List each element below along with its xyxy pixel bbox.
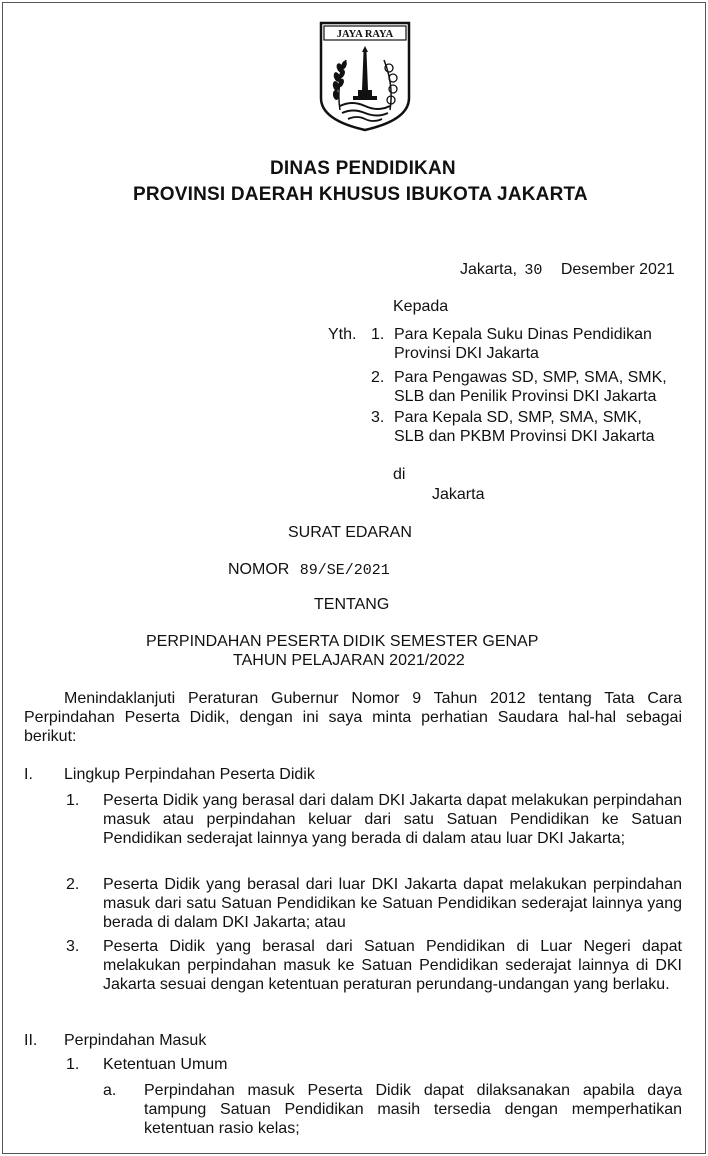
date-line — [460, 260, 675, 280]
recipient-1-num: 1. — [371, 326, 385, 343]
recipient-1-line1: Para Kepala Suku Dinas Pendidikan — [394, 326, 652, 343]
date-day: 30 — [524, 262, 543, 279]
place-label: Jakarta — [432, 486, 485, 503]
logo-text: JAYA RAYA — [336, 29, 394, 40]
recipient-3-num: 3. — [371, 409, 385, 426]
section-1-item-2-text: Peserta Didik yang berasal dari luar DKI Jakarta dapat melakukan perpindahan masuk dari satu Satuan Pendidikan ke Satuan Pendidikan sederajat lainnya yang berada di dalam DKI Jakarta; atau — [103, 876, 682, 931]
section-2-title: Perpindahan Masuk — [64, 1032, 207, 1049]
section-1-item-1-num: 1. — [66, 792, 80, 809]
subject-line1: PERPINDAHAN PESERTA DIDIK SEMESTER GENAP — [146, 633, 539, 650]
section-2-sub-num: 1. — [66, 1056, 80, 1073]
section-2-sub-title: Ketentuan Umum — [103, 1056, 228, 1073]
recipient-2-line1: Para Pengawas SD, SMP, SMA, SMK, — [394, 369, 667, 386]
nomor-line — [228, 560, 390, 580]
section-1-item-2-num: 2. — [66, 876, 80, 893]
intro-paragraph: Menindaklanjuti Peraturan Gubernur Nomor 9 Tahun 2012 tentang Tata Cara Perpindahan Peserta Didik, dengan ini saya minta perhatian Saudara hal-hal sebagai berikut: — [24, 690, 682, 745]
recipient-3-line2: SLB dan PKBM Provinsi DKI Jakarta — [394, 428, 655, 445]
section-2-num: II. — [24, 1032, 38, 1049]
di-label: di — [393, 466, 406, 483]
header-line2: PROVINSI DAERAH KHUSUS IBUKOTA JAKARTA — [133, 184, 588, 205]
date-city: Jakarta, — [460, 261, 517, 278]
section-2-sub-item-a-num: a. — [103, 1082, 117, 1099]
date-month-year: Desember 2021 — [560, 261, 675, 278]
letter-type: SURAT EDARAN — [288, 524, 412, 541]
recipient-2-line2: SLB dan Penilik Provinsi DKI Jakarta — [394, 388, 657, 405]
section-2-sub-item-a-text: Perpindahan masuk Peserta Didik dapat dilaksanakan apabila daya tampung Satuan Pendidikan masih tersedia dengan memperhatikan ketentuan rasio kelas; — [144, 1082, 682, 1137]
section-1-title: Lingkup Perpindahan Peserta Didik — [64, 766, 315, 783]
section-1-item-3-text: Peserta Didik yang berasal dari Satuan Pendidikan di Luar Negeri dapat melakukan perpindahan masuk ke Satuan Pendidikan sederajat lainnya di DKI Jakarta sesuai dengan ketentuan peraturan perundang-undangan yang berlaku. — [103, 938, 682, 993]
recipient-1-line2: Provinsi DKI Jakarta — [394, 345, 539, 362]
section-1-item-1-text: Peserta Didik yang berasal dari dalam DKI Jakarta dapat melakukan perpindahan masuk atau perpindahan keluar dari satu Satuan Pendidikan ke Satuan Pendidikan sederajat lainnya yang berada di dalam atau luar DKI Jakarta; — [103, 792, 682, 847]
nomor-label: NOMOR — [228, 561, 290, 578]
recipient-2-num: 2. — [371, 369, 385, 386]
section-1-num: I. — [24, 766, 33, 783]
nomor-value: 89/SE/2021 — [299, 562, 390, 579]
tentang-label: TENTANG — [314, 596, 390, 613]
yth-label: Yth. — [328, 326, 357, 343]
header-line1: DINAS PENDIDIKAN — [270, 158, 456, 179]
recipient-3-line1: Para Kepala SD, SMP, SMA, SMK, — [394, 409, 642, 426]
section-1-item-3-num: 3. — [66, 938, 80, 955]
jakarta-emblem-icon — [318, 20, 412, 132]
subject-line2: TAHUN PELAJARAN 2021/2022 — [233, 652, 465, 669]
kepada-label: Kepada — [393, 298, 449, 315]
